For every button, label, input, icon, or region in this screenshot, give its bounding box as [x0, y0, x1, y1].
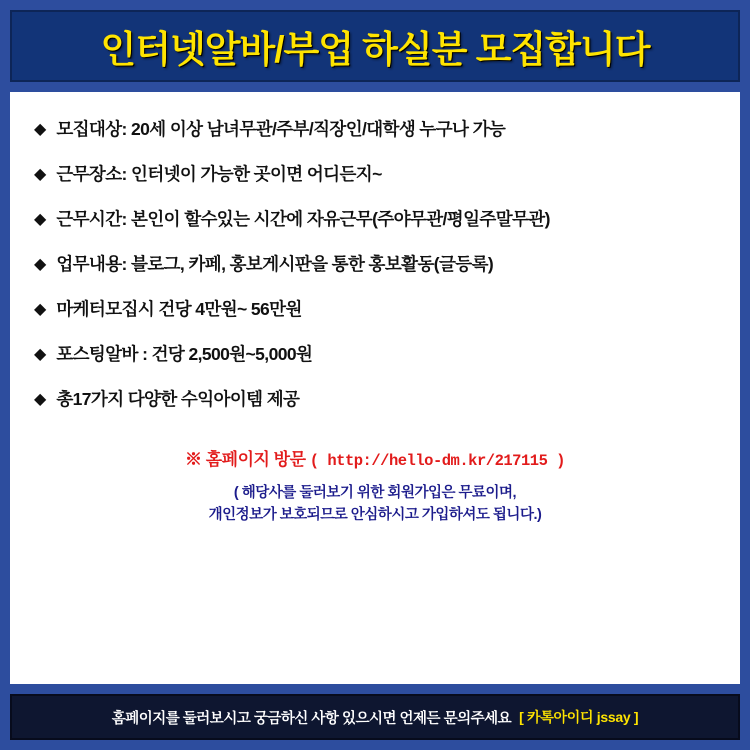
homepage-url-link[interactable]: ( http://hello-dm.kr/217115 ) [309, 452, 565, 470]
list-item-text: 업무내용: 블로그, 카페, 홍보게시판을 통한 홍보활동(글등록) [56, 254, 494, 274]
diamond-bullet-icon: ◆ [34, 166, 47, 183]
poster-footer [10, 694, 740, 740]
details-list [34, 118, 716, 411]
list-item-text: 총17가지 다양한 수익아이템 제공 [56, 389, 300, 409]
diamond-bullet-icon: ◆ [34, 391, 47, 408]
list-item [34, 208, 716, 231]
list-item [34, 253, 716, 276]
kakao-id-badge: [ 카톡아이디 jssay ] [519, 709, 639, 725]
poster-header [10, 10, 740, 82]
list-item-text: 포스팅알바 : 건당 2,500원~5,000원 [56, 344, 313, 364]
notice-subtext-line-2: 개인정보가 보호되므로 안심하시고 가입하셔도 됩니다.) [208, 507, 542, 523]
list-item [34, 343, 716, 366]
list-item [34, 163, 716, 186]
homepage-visit-line [34, 445, 716, 470]
list-item-text: 근무시간: 본인이 할수있는 시간에 자유근무(주야무관/평일주말무관) [56, 209, 550, 229]
homepage-notice [34, 445, 716, 526]
diamond-bullet-icon: ◆ [34, 211, 47, 228]
diamond-bullet-icon: ◆ [34, 346, 47, 363]
list-item-text: 모집대상: 20세 이상 남녀무관/주부/직장인/대학생 누구나 가능 [56, 119, 506, 139]
diamond-bullet-icon: ◆ [34, 256, 47, 273]
asterisk-icon: ※ [185, 450, 202, 469]
footer-message: 홈페이지를 둘러보시고 궁금하신 사항 있으시면 언제든 문의주세요 [111, 710, 512, 727]
diamond-bullet-icon: ◆ [34, 121, 47, 138]
notice-subtext [34, 482, 716, 526]
advertisement-poster [10, 10, 740, 740]
list-item-text: 근무장소: 인터넷이 가능한 곳이면 어디든지~ [56, 164, 382, 184]
list-item [34, 388, 716, 411]
page-title: 인터넷알바/부업 하실분 모집합니다 [100, 29, 650, 70]
notice-subtext-line-1: ( 해당사를 둘러보기 위한 회원가입은 무료이며, [233, 485, 517, 501]
diamond-bullet-icon: ◆ [34, 301, 47, 318]
poster-body [10, 92, 740, 684]
list-item [34, 298, 716, 321]
homepage-visit-label: 홈페이지 방문 [205, 450, 306, 469]
list-item-text: 마케터모집시 건당 4만원~ 56만원 [56, 299, 302, 319]
list-item [34, 118, 716, 141]
